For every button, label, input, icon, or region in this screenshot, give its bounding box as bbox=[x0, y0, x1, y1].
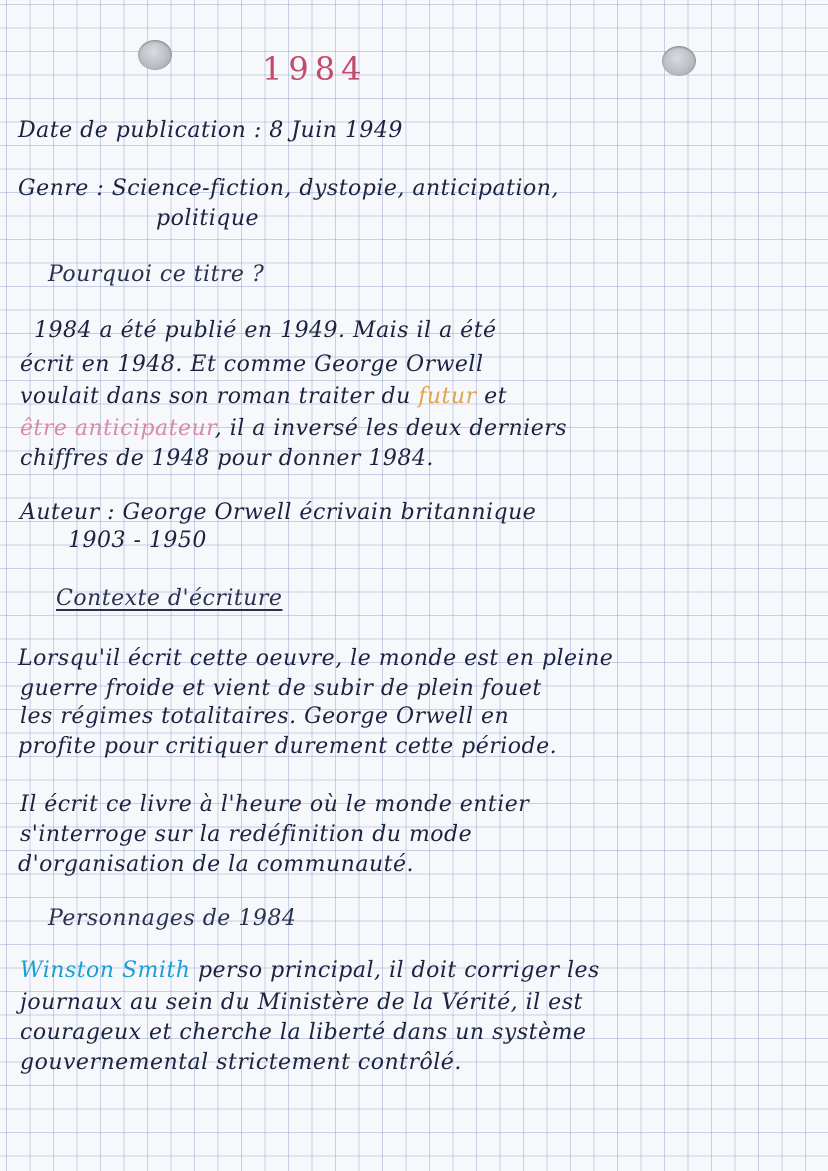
genre-line bbox=[18, 176, 559, 201]
why-title-heading: Pourquoi ce titre ? bbox=[48, 262, 265, 287]
publication-value: : 8 Juin 1949 bbox=[253, 118, 403, 143]
why-title-line-4 bbox=[20, 416, 567, 441]
author-dates: 1903 - 1950 bbox=[68, 528, 207, 553]
context-heading: Contexte d'écriture bbox=[56, 586, 283, 611]
binder-hole-left bbox=[138, 40, 172, 70]
genre-label: Genre bbox=[18, 176, 89, 201]
characters-line-1 bbox=[20, 958, 600, 983]
why-title-line-3-text: voulait dans son roman traiter du bbox=[20, 384, 419, 409]
context-p2-line-2: s'interroge sur la redéfinition du mode bbox=[20, 822, 473, 847]
binder-hole-right bbox=[662, 46, 696, 76]
character-name-winston-smith: Winston Smith bbox=[20, 958, 191, 983]
why-title-line-1: 1984 a été publié en 1949. Mais il a été bbox=[34, 318, 497, 343]
genre-value: : Science-fiction, dystopie, anticipation, bbox=[96, 176, 559, 201]
context-p1-line-3: les régimes totalitaires. George Orwell en bbox=[20, 704, 510, 729]
characters-heading: Personnages de 1984 bbox=[48, 906, 297, 931]
characters-line-2: journaux au sein du Ministère de la Vérité, il est bbox=[20, 990, 583, 1015]
highlight-anticipateur: être anticipateur bbox=[20, 416, 215, 441]
context-p1-line-4: profite pour critiquer durement cette période. bbox=[18, 734, 558, 759]
context-p1-line-2: guerre froide et vient de subir de plein fouet bbox=[20, 676, 542, 701]
why-title-line-2: écrit en 1948. Et comme George Orwell bbox=[20, 352, 484, 377]
context-p2-line-1: Il écrit ce livre à l'heure où le monde entier bbox=[20, 792, 530, 817]
why-title-line-4-text: , il a inversé les deux derniers bbox=[214, 416, 568, 441]
publication-label: Date de publication bbox=[18, 118, 247, 143]
context-p2-line-3: d'organisation de la communauté. bbox=[18, 852, 414, 877]
genre-value-continued: politique bbox=[156, 206, 260, 231]
author-label: Auteur bbox=[20, 500, 100, 525]
characters-line-3: courageux et cherche la liberté dans un système bbox=[20, 1020, 587, 1045]
publication-line bbox=[18, 118, 403, 143]
author-line bbox=[20, 500, 536, 525]
highlight-futur: futur bbox=[418, 384, 477, 409]
why-title-line-3-end: et bbox=[476, 384, 507, 409]
characters-line-4: gouvernemental strictement contrôlé. bbox=[20, 1050, 462, 1075]
page-title: 1984 bbox=[262, 50, 368, 88]
why-title-line-5: chiffres de 1948 pour donner 1984. bbox=[20, 446, 434, 471]
characters-line-1-text: perso principal, il doit corriger les bbox=[190, 958, 600, 983]
why-title-line-3 bbox=[20, 384, 507, 409]
context-p1-line-1: Lorsqu'il écrit cette oeuvre, le monde est en pleine bbox=[18, 646, 614, 671]
author-value: : George Orwell écrivain britannique bbox=[107, 500, 537, 525]
